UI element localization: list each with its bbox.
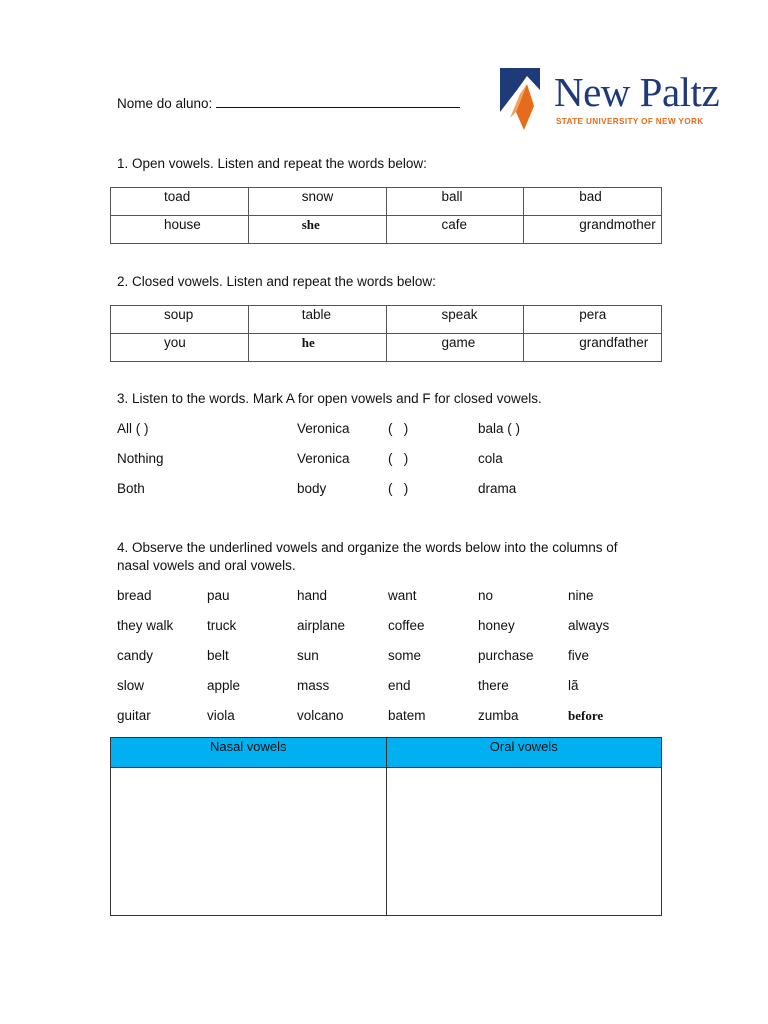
word-bank-item: volcano [297, 708, 344, 723]
table-row [111, 306, 662, 334]
word-cell: pera [579, 307, 607, 322]
word-bank-item: five [568, 648, 590, 663]
word-bank-item: zumba [478, 708, 519, 723]
word-bank-item: nine [568, 588, 594, 603]
word-bank-item: candy [117, 648, 154, 663]
table-row [111, 334, 662, 362]
word-bank-item: airplane [297, 618, 346, 633]
logo-brand-text: New Paltz [554, 69, 720, 115]
student-name-row [117, 93, 460, 111]
word-bank-item: bread [117, 588, 152, 603]
word-cell: he [301, 335, 315, 350]
word-cell: toad [164, 189, 191, 204]
word-cell: cafe [441, 217, 468, 232]
word-cell: grandmother [579, 217, 656, 232]
answer-parentheses[interactable]: ( ) [388, 421, 409, 436]
word-cell: ball [441, 189, 463, 204]
section4-heading-line1: 4. Observe the underlined vowels and organize the words below into the columns of [117, 540, 618, 555]
section4-heading-line2: nasal vowels and oral vowels. [117, 558, 296, 573]
logo-tagline: STATE UNIVERSITY OF NEW YORK [556, 117, 704, 126]
oral-vowels-answer-area[interactable] [386, 768, 662, 916]
word-bank-item: no [478, 588, 494, 603]
student-name-blank[interactable] [216, 93, 460, 108]
word-bank-item: sun [297, 648, 319, 663]
word-cell: soup [164, 307, 194, 322]
exercise-word: drama [478, 481, 517, 496]
word-bank-item: pau [207, 588, 230, 603]
section2-heading: 2. Closed vowels. Listen and repeat the words below: [117, 274, 436, 289]
vowel-columns-table [110, 737, 662, 916]
word-cell: bad [579, 189, 602, 204]
word-bank-item: truck [207, 618, 237, 633]
word-bank-item: lã [568, 678, 579, 693]
closed-vowels-table [110, 305, 662, 362]
nasal-vowels-header: Nasal vowels [111, 738, 387, 768]
word-cell: table [301, 307, 332, 322]
word-cell: game [441, 335, 476, 350]
word-bank-item: viola [207, 708, 235, 723]
word-bank-item: mass [297, 678, 330, 693]
word-bank-item: some [388, 648, 422, 663]
word-cell: speak [441, 307, 478, 322]
student-name-label: Nome do aluno: [117, 96, 213, 111]
word-bank-item: slow [117, 678, 145, 693]
exercise-word: Veronica [297, 421, 350, 436]
table-row [111, 188, 662, 216]
nasal-vowels-answer-area[interactable] [111, 768, 387, 916]
word-bank-item: there [478, 678, 509, 693]
word-bank-item: they walk [117, 618, 174, 633]
word-bank-item: belt [207, 648, 229, 663]
new-paltz-logo [498, 66, 730, 134]
word-bank-item: end [388, 678, 411, 693]
exercise-word: Both [117, 481, 145, 496]
word-cell: snow [301, 189, 334, 204]
table-row [111, 216, 662, 244]
answer-parentheses[interactable]: ( ) [388, 451, 409, 466]
exercise-word: Veronica [297, 451, 350, 466]
word-bank-item: coffee [388, 618, 425, 633]
answer-parentheses[interactable]: ( ) [388, 481, 409, 496]
word-bank-item: want [388, 588, 417, 603]
word-cell: house [164, 217, 201, 232]
word-bank-item: always [568, 618, 610, 633]
exercise-word: bala ( ) [478, 421, 521, 436]
word-bank-item: purchase [478, 648, 534, 663]
logo-mountain-icon [498, 66, 542, 132]
exercise-word: cola [478, 451, 503, 466]
word-cell: she [301, 217, 320, 232]
word-cell: you [164, 335, 186, 350]
section3-heading: 3. Listen to the words. Mark A for open vowels and F for closed vowels. [117, 391, 542, 406]
word-bank-item: before [568, 708, 604, 723]
word-bank-item: hand [297, 588, 328, 603]
exercise-word: Nothing [117, 451, 164, 466]
open-vowels-table [110, 187, 662, 244]
word-bank-item: honey [478, 618, 515, 633]
exercise-word: body [297, 481, 327, 496]
exercise-word: All ( ) [117, 421, 149, 436]
word-bank-item: guitar [117, 708, 151, 723]
word-bank-item: apple [207, 678, 241, 693]
section1-heading: 1. Open vowels. Listen and repeat the words below: [117, 156, 427, 171]
word-bank-item: batem [388, 708, 426, 723]
oral-vowels-header: Oral vowels [386, 738, 662, 768]
word-cell: grandfather [579, 335, 649, 350]
